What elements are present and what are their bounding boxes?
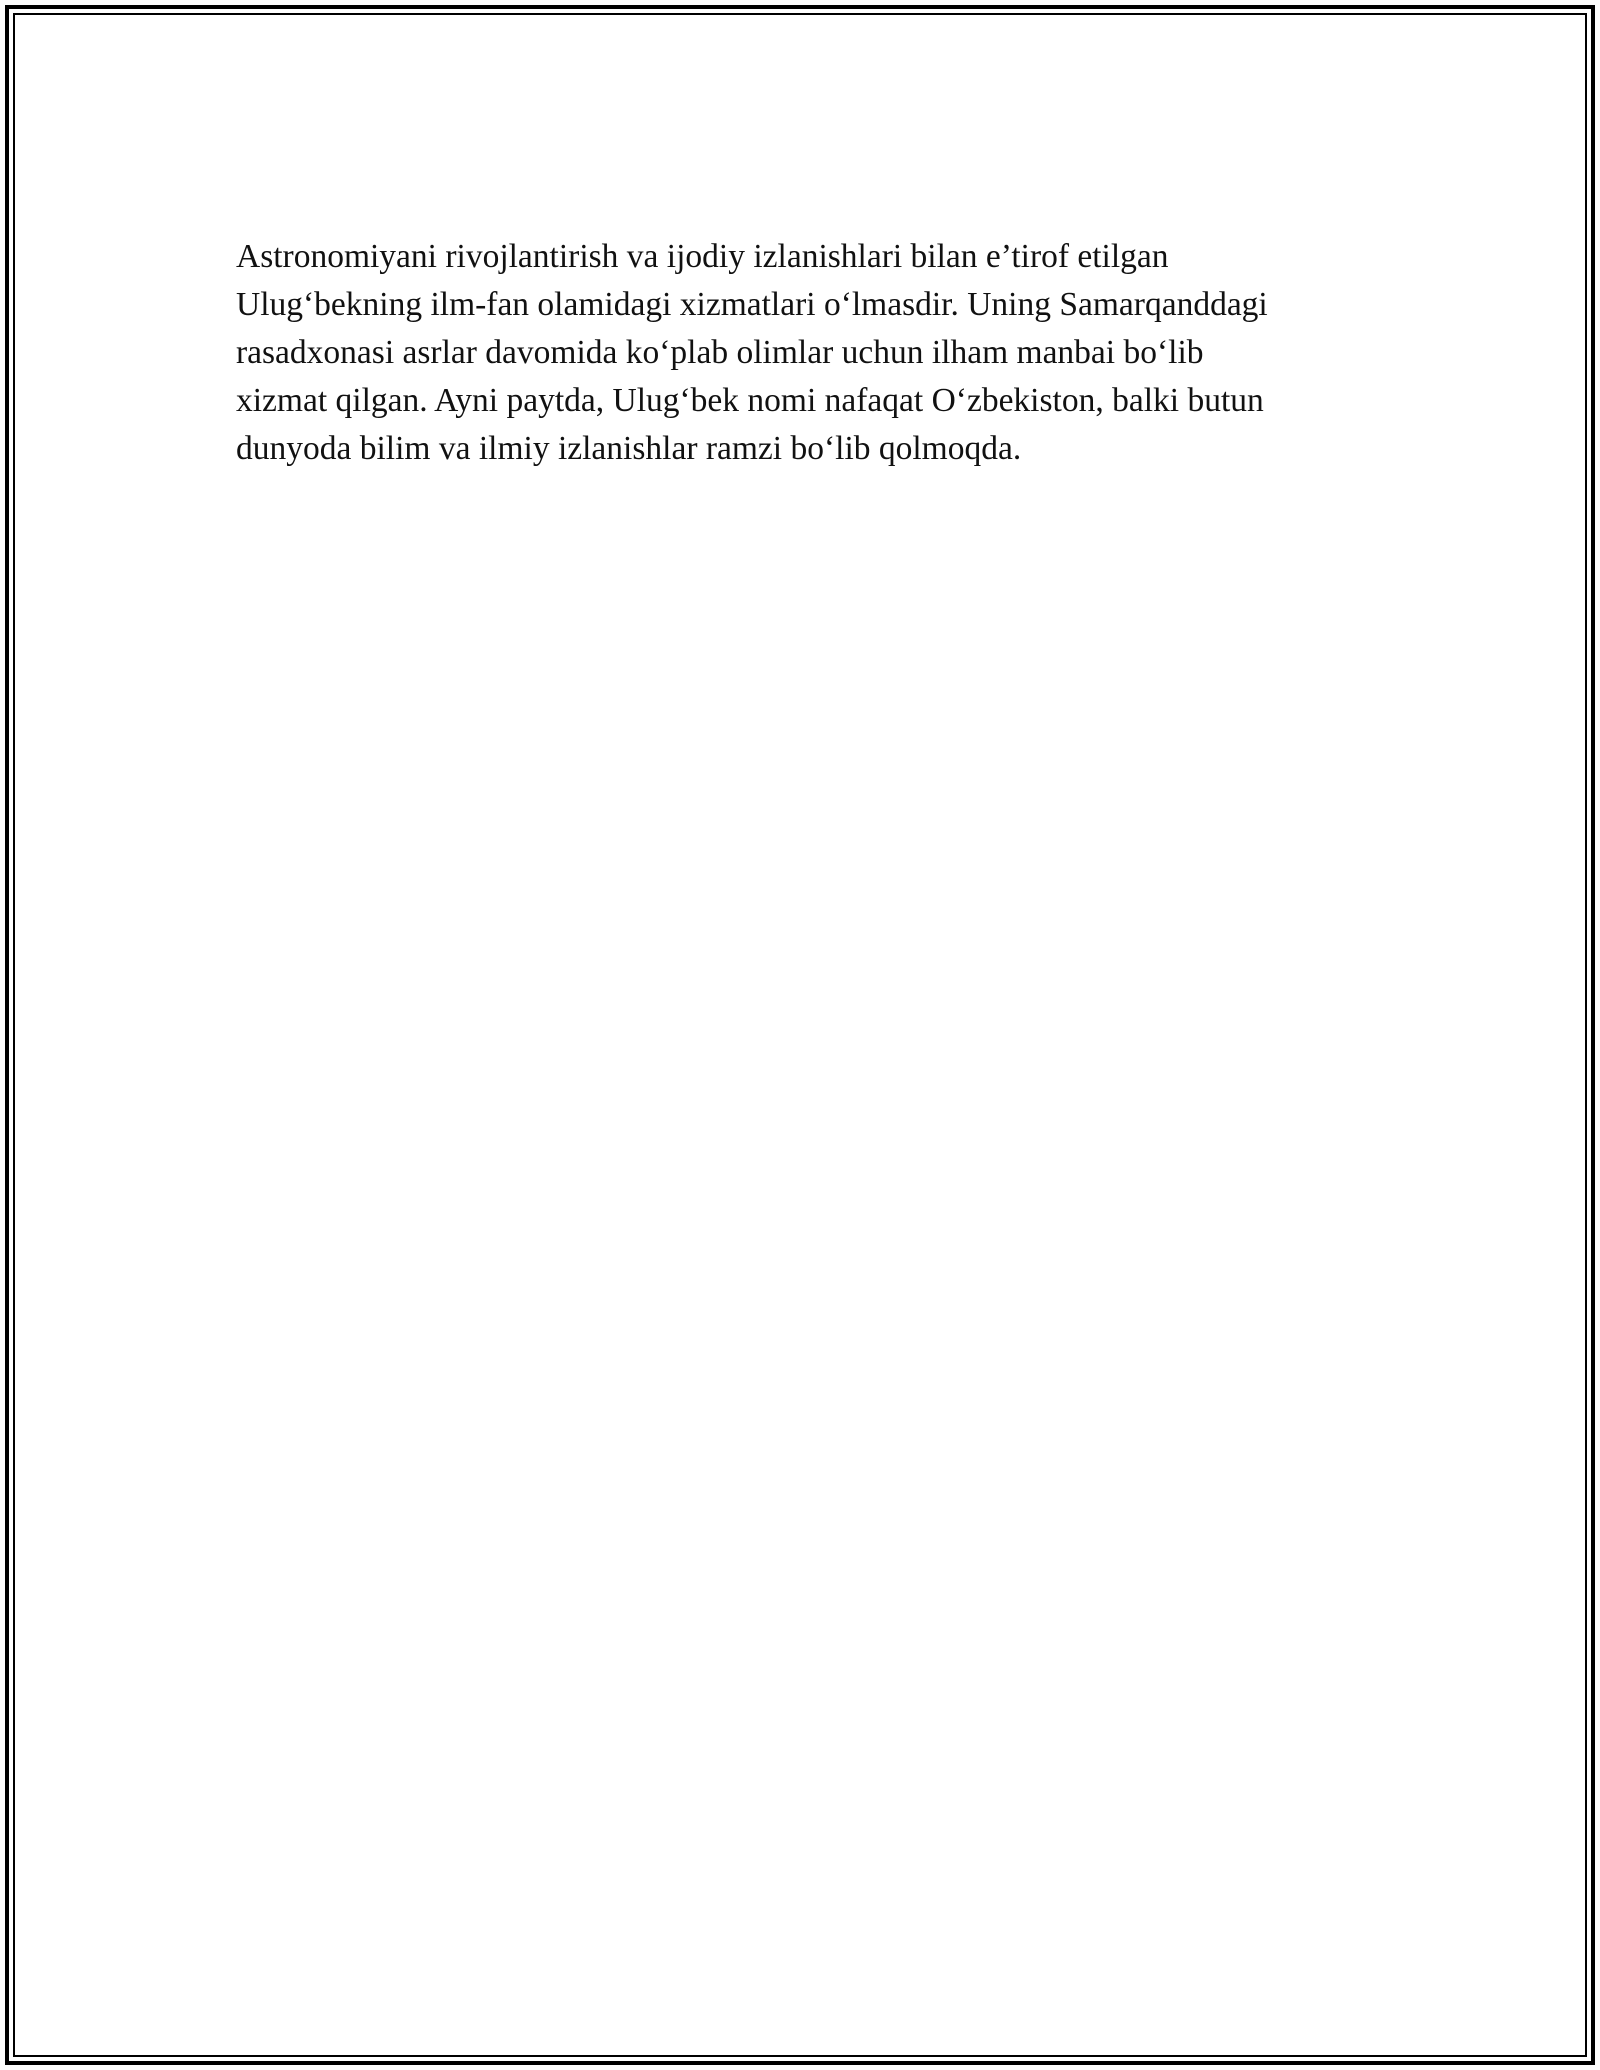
paragraph-line-1: Astronomiyani rivojlantirish va ijodiy izlanishlari bilan e’tirof etilgan (236, 238, 1169, 275)
body-paragraph (236, 233, 1376, 473)
paragraph-line-2: Ulug‘bekning ilm-fan olamidagi xizmatlari o‘lmasdir. Uning Samarqanddagi (236, 286, 1268, 323)
paragraph-line-5: dunyoda bilim va ilmiy izlanishlar ramzi bo‘lib qolmoqda. (236, 430, 1022, 467)
paragraph-line-4: xizmat qilgan. Ayni paytda, Ulug‘bek nomi nafaqat O‘zbekiston, balki butun (236, 382, 1264, 419)
paragraph-line-3: rasadxonasi asrlar davomida ko‘plab olimlar uchun ilham manbai bo‘lib (236, 334, 1204, 371)
